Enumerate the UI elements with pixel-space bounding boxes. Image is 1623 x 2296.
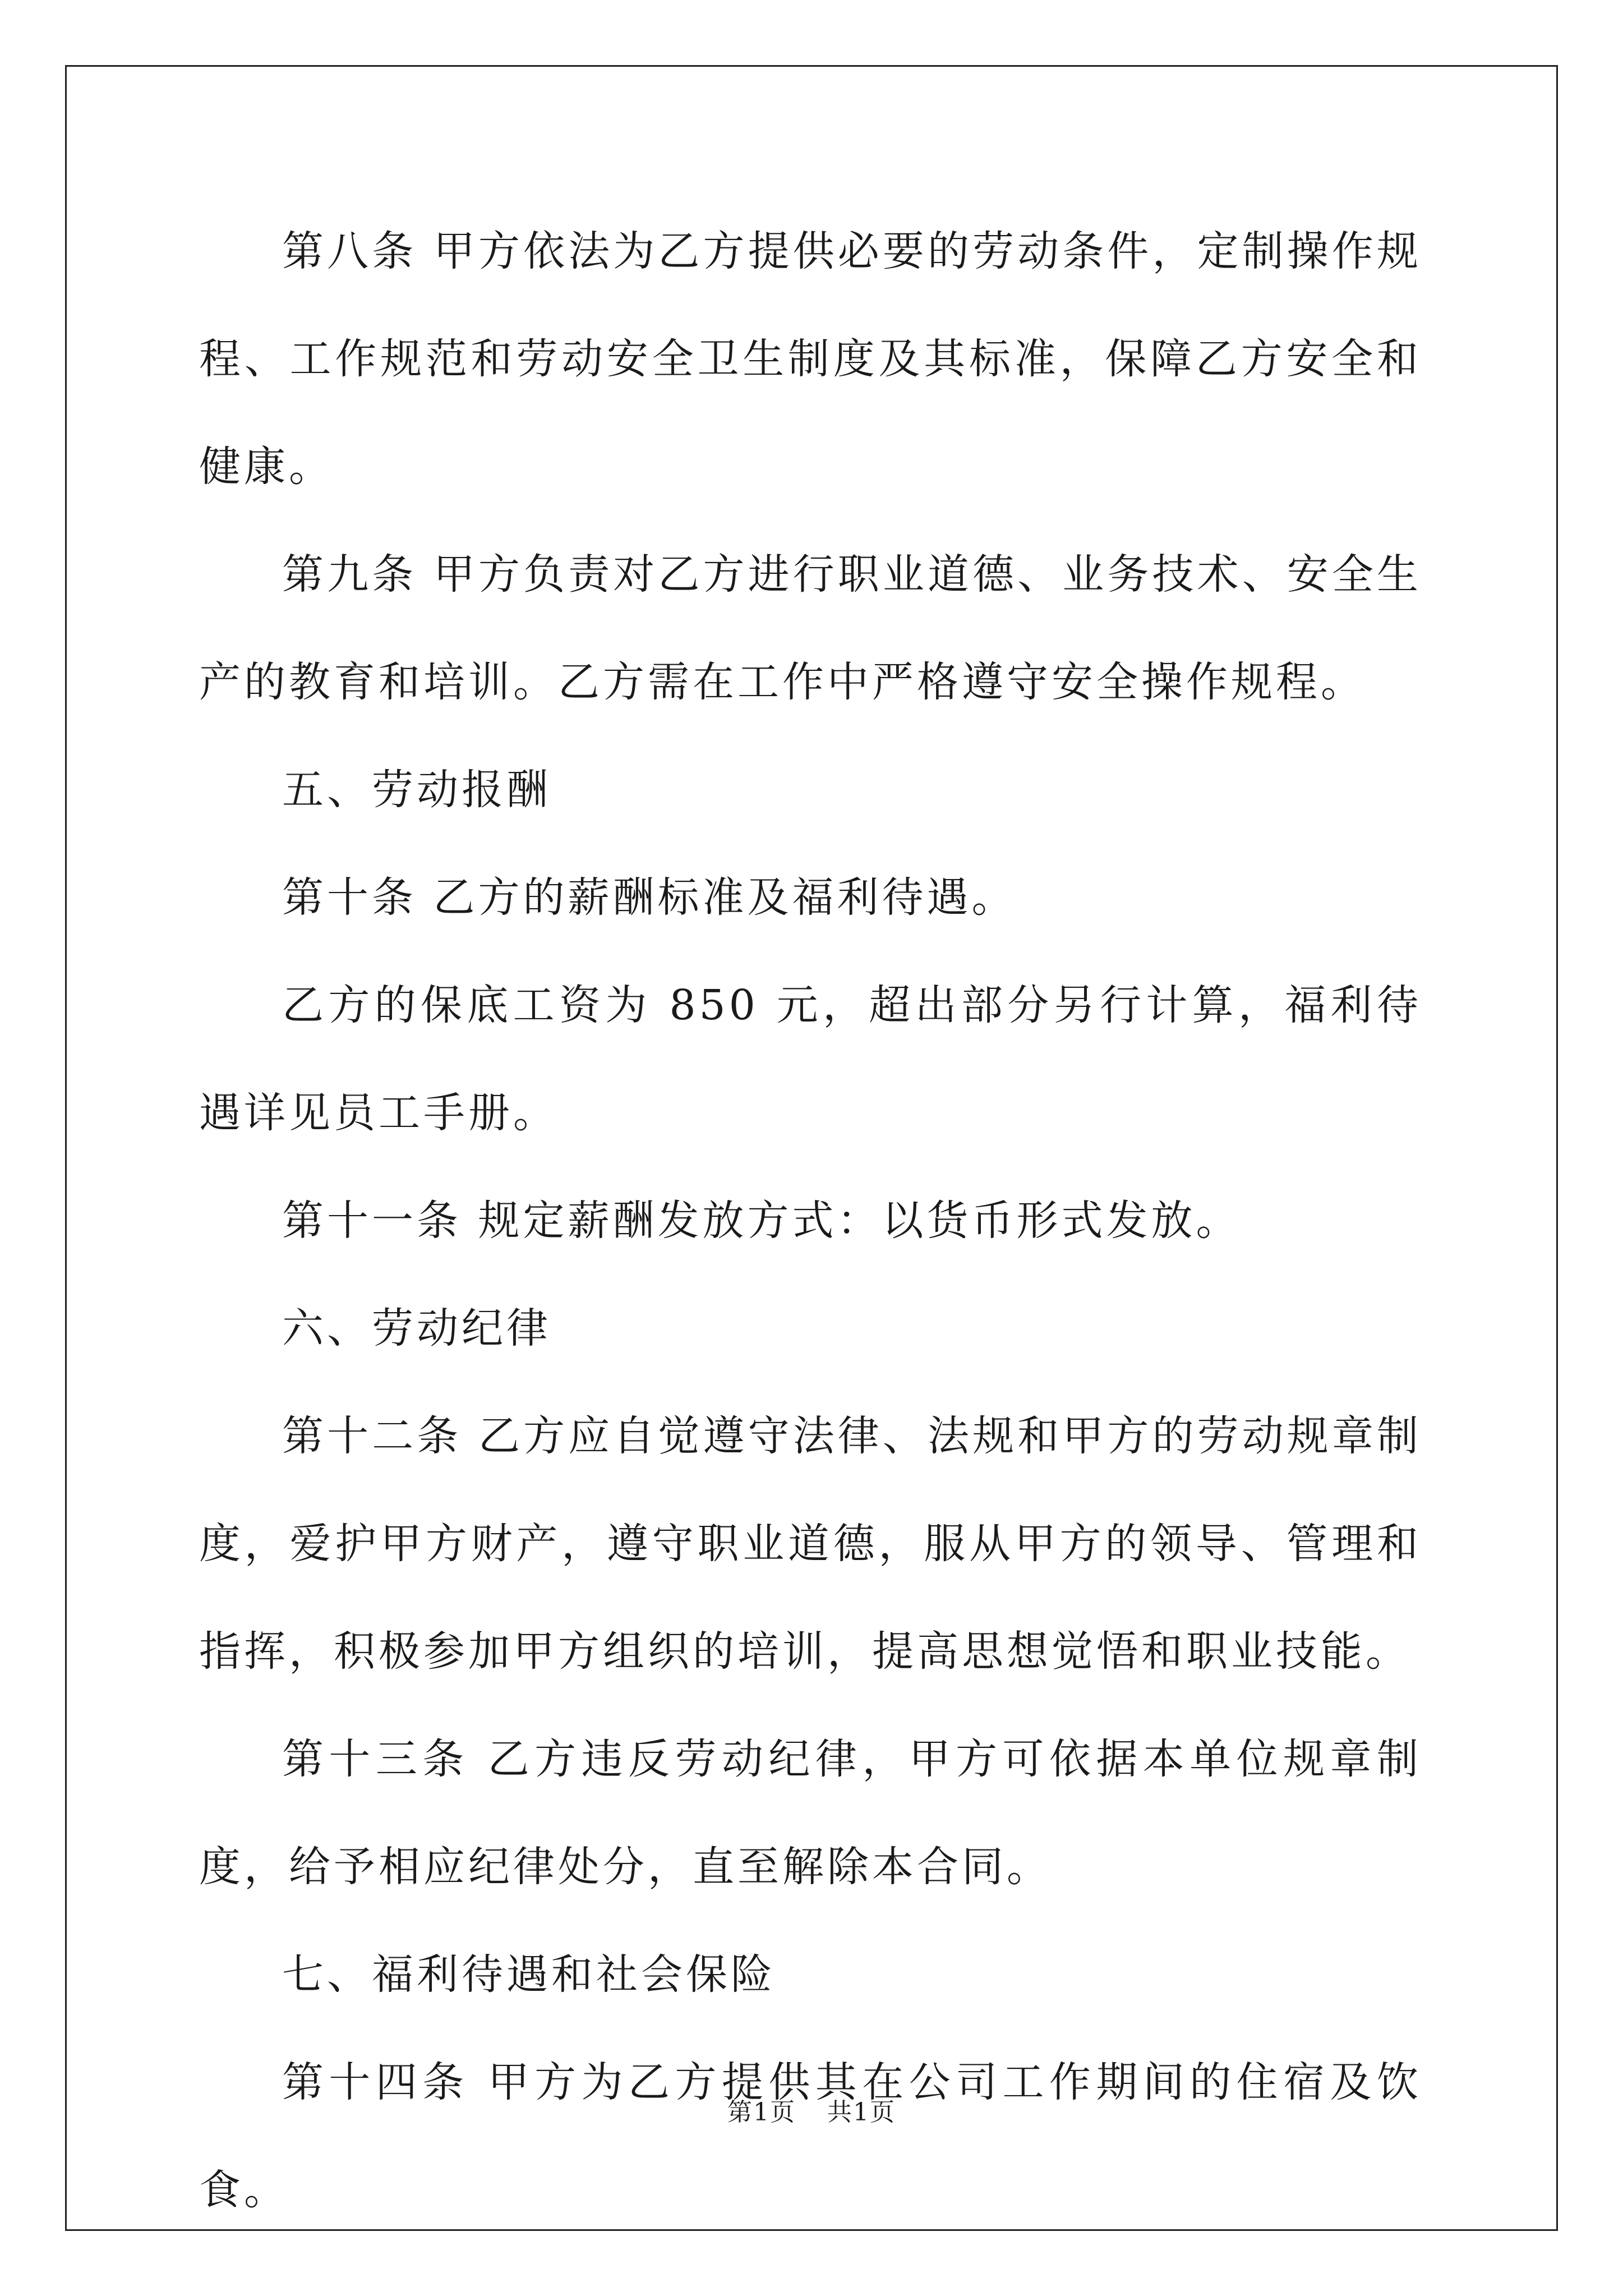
- paragraph-article-12: 第十二条 乙方应自觉遵守法律、法规和甲方的劳动规章制度，爱护甲方财产，遵守职业道德，服从甲方的领导、管理和指挥，积极参加甲方组织的培训，提高思想觉悟和职业技能。: [199, 1412, 1422, 1676]
- paragraph-base-salary: 乙方的保底工资为 850 元，超出部分另行计算，福利待遇详见员工手册。: [199, 981, 1422, 1137]
- page-number-current: 第1页: [727, 2098, 796, 2127]
- paragraph-article-14: 第十四条 甲方为乙方提供其在公司工作期间的住宿及饮食。: [199, 2058, 1422, 2214]
- document-body: [199, 197, 1422, 2244]
- paragraph-article-9: 第九条 甲方负责对乙方进行职业道德、业务技术、安全生产的教育和培训。乙方需在工作中严格遵守安全操作规程。: [199, 550, 1422, 706]
- paragraph-article-10: 第十条 乙方的薪酬标准及福利待遇。: [282, 873, 1017, 922]
- paragraph-article-13: 第十三条 乙方违反劳动纪律，甲方可依据本单位规章制度，给予相应纪律处分，直至解除本合同。: [199, 1735, 1422, 1891]
- page-footer: [0, 2096, 1623, 2129]
- section-heading-discipline: 六、劳动纪律: [282, 1304, 551, 1352]
- paragraph-article-11: 第十一条 规定薪酬发放方式：以货币形式发放。: [282, 1197, 1241, 1245]
- section-heading-remuneration: 五、劳动报酬: [282, 766, 551, 814]
- page-number-total: 共1页: [827, 2098, 896, 2127]
- paragraph-article-8: 第八条 甲方依法为乙方提供必要的劳动条件，定制操作规程、工作规范和劳动安全卫生制度及其标准，保障乙方安全和健康。: [199, 227, 1422, 491]
- section-heading-welfare: 七、福利待遇和社会保险: [282, 1950, 776, 1999]
